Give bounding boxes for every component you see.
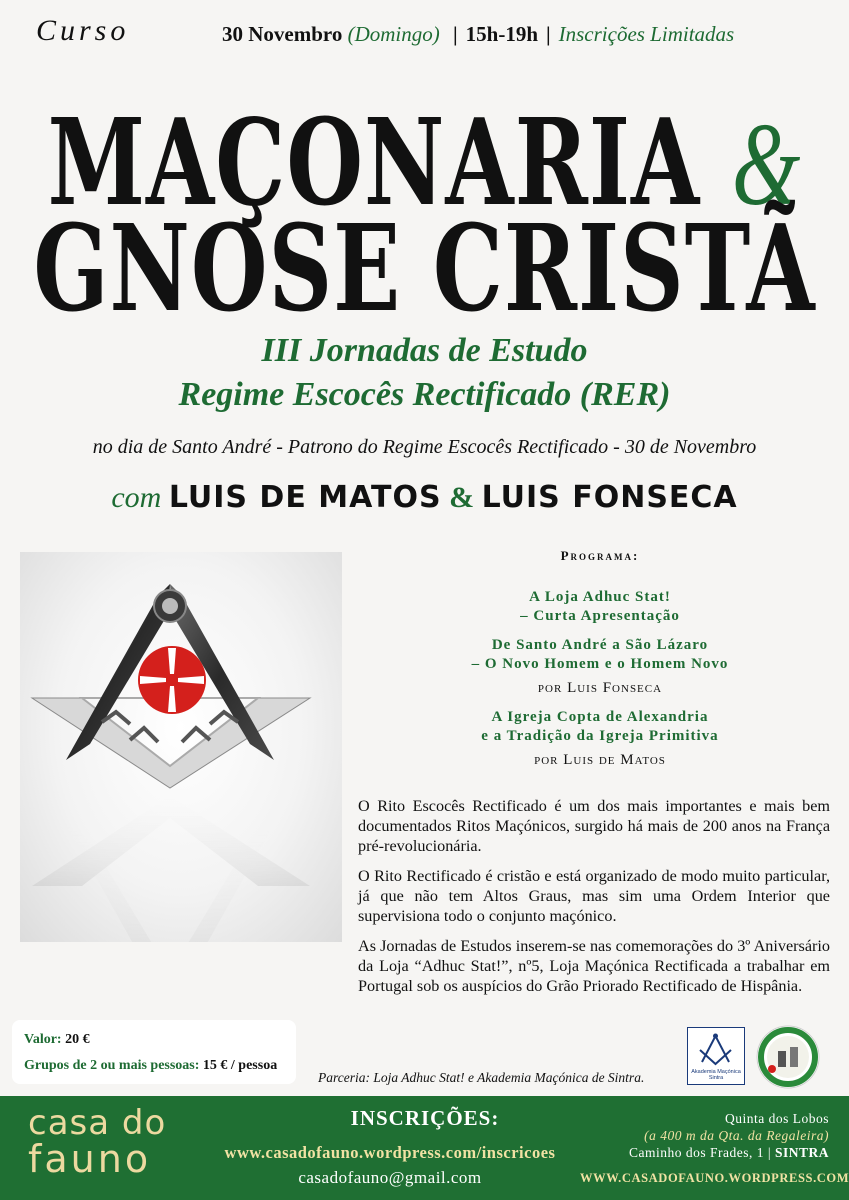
- contact-email[interactable]: casadofauno@gmail.com: [298, 1168, 482, 1187]
- programme-item-title: De Santo André a São Lázaro: [491, 637, 709, 653]
- price-label: Valor:: [24, 1032, 62, 1047]
- price-value: 20 €: [65, 1032, 90, 1047]
- programme-item-subtitle: e a Tradição da Igreja Primitiva: [481, 728, 719, 744]
- subtitle-line1: III Jornadas de Estudo: [261, 332, 588, 369]
- lodge-seal-icon: [756, 1025, 820, 1089]
- registration-link[interactable]: www.casadofauno.wordpress.com/inscricoes: [224, 1143, 556, 1162]
- brand-logo-line1: casa do: [28, 1103, 167, 1143]
- group-price-row: [24, 1058, 284, 1074]
- square-compass-icon: [688, 1028, 743, 1068]
- website-link[interactable]: WWW.CASADOFAUNO.WORDPRESS.COM: [580, 1171, 849, 1185]
- speakers: [0, 480, 849, 515]
- group-price-value: 15 € / pessoa: [202, 1058, 278, 1073]
- speaker-1: LUIS DE MATOS: [168, 480, 442, 515]
- programme-item-subtitle: – Curta Apresentação: [520, 608, 680, 624]
- square-compass-icon: [20, 552, 342, 942]
- address-venue: Quinta dos Lobos: [725, 1111, 829, 1126]
- divider: |: [546, 22, 551, 46]
- programme-item-subtitle: – O Novo Homem e o Homem Novo: [471, 656, 729, 672]
- subtitle-line2: Regime Escocês Rectificado (RER): [178, 376, 671, 413]
- address-street-text: Caminho dos Frades, 1 |: [629, 1145, 772, 1160]
- programme-item-speaker: por Luis Fonseca: [537, 680, 663, 696]
- description-paragraph: As Jornadas de Estudos inserem-se nas comemorações do 3º Aniversário da Loja “Adhuc Stat!”, nº5, Loja Maçónica Rectificada a trabalhar em Portugal sob os auspícios do Grão Priorado Rectificado de Hispânia.: [358, 937, 830, 995]
- event-time: 15h-19h: [465, 22, 538, 46]
- programme-item: [420, 708, 780, 770]
- main-title-line2: GNOSE CRISTÃ: [33, 198, 816, 339]
- brand-logo-line2: fauno: [28, 1137, 152, 1181]
- speakers-with: com: [111, 481, 162, 514]
- address-city: SINTRA: [774, 1145, 829, 1160]
- title-ampersand: &: [731, 100, 802, 232]
- course-label: Curso: [36, 14, 130, 47]
- event-info: [222, 22, 734, 47]
- programme-heading: Programa:: [560, 548, 640, 563]
- programme-item: [420, 636, 780, 698]
- event-weekday: (Domingo): [347, 22, 440, 46]
- description-paragraph: O Rito Rectificado é cristão e está organizado de modo muito particular, já que não tem Altos Graus, mas sim uma Ordem Interior que supervisiona todo o conjunto maçónico.: [358, 867, 830, 925]
- akademia-logo-text: Akademia Maçónica Sintra: [691, 1069, 741, 1081]
- partners-note: Parceria: Loja Adhuc Stat! e Akademia Maçónica de Sintra.: [318, 1070, 645, 1085]
- description-paragraph: O Rito Escocês Rectificado é um dos mais importantes e mais bem documentados Ritos Maçónicos, surgido há mais de 200 anos na França pré-revolucionária.: [358, 797, 830, 855]
- address-note: (a 400 m da Qta. da Regaleira): [644, 1128, 829, 1143]
- price-row: [24, 1032, 284, 1048]
- registration-heading: INSCRIÇÕES:: [350, 1106, 500, 1130]
- programme-item: [420, 588, 780, 626]
- limited-seats: Inscrições Limitadas: [558, 22, 735, 46]
- group-price-label: Grupos de 2 ou mais pessoas:: [24, 1058, 200, 1073]
- square-compass-emblem: [20, 552, 342, 942]
- speakers-ampersand: &: [449, 481, 475, 514]
- dedication: no dia de Santo André - Patrono do Regime Escocês Rectificado - 30 de Novembro: [92, 436, 757, 458]
- divider: |: [453, 22, 458, 46]
- price-box: [12, 1020, 296, 1084]
- title-word-1: MAÇONARIA: [47, 92, 701, 233]
- programme-item-title: A Loja Adhuc Stat!: [529, 589, 671, 605]
- adhuc-stat-logo: [756, 1025, 820, 1089]
- address-street: [580, 1145, 829, 1161]
- akademia-logo: [687, 1027, 745, 1085]
- event-date: 30 Novembro: [222, 22, 343, 46]
- speaker-2: LUIS FONSECA: [481, 480, 738, 515]
- programme-item-title: A Igreja Copta de Alexandria: [491, 709, 709, 725]
- programme-item-speaker: por Luis de Matos: [534, 752, 666, 768]
